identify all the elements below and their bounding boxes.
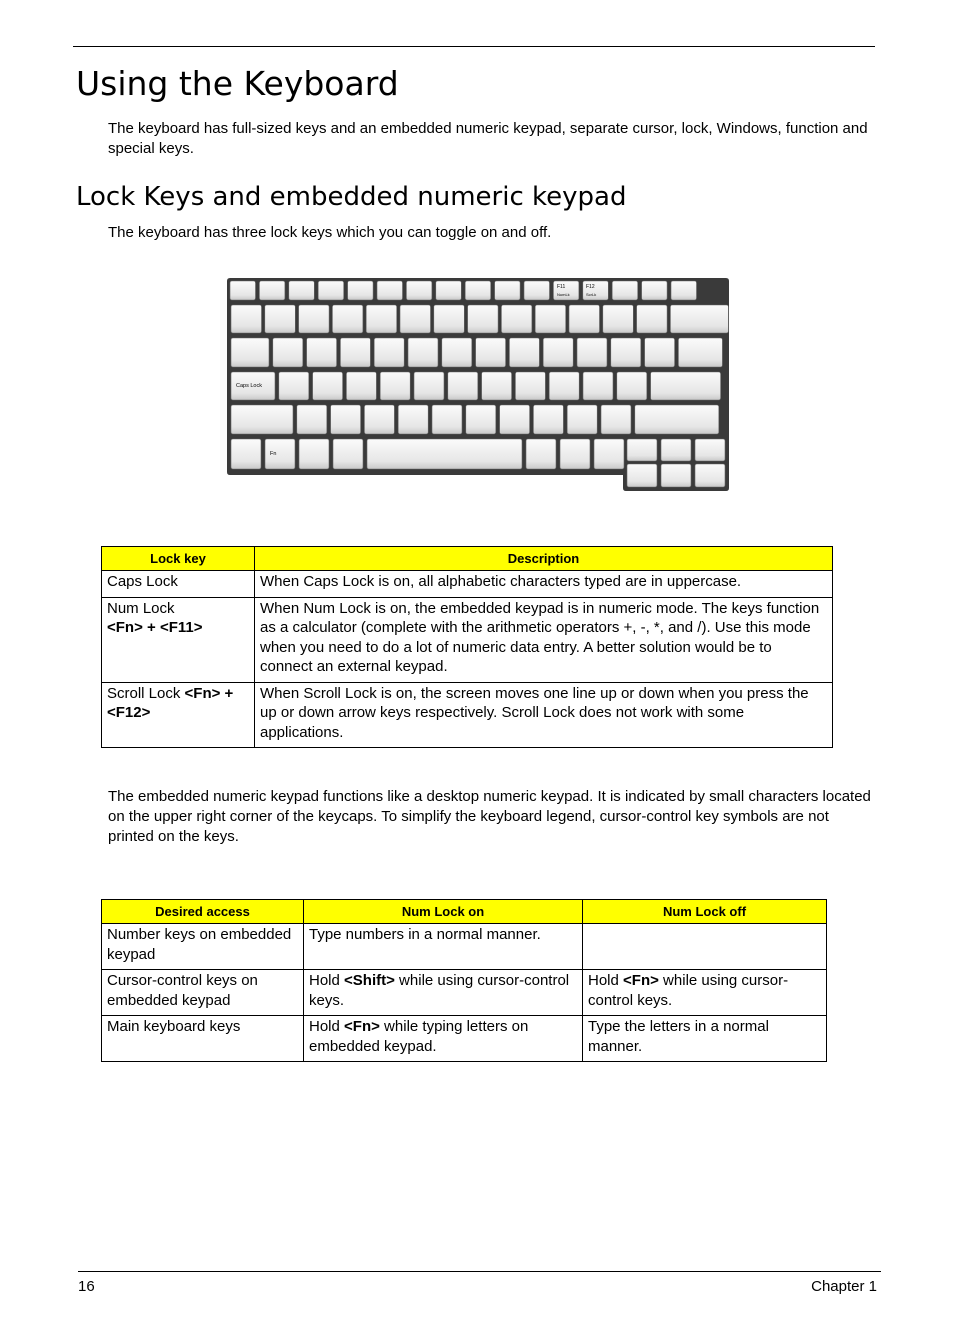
- keyboard-key: [231, 405, 293, 434]
- keyboard-key: [442, 338, 472, 367]
- keyboard-key: [500, 405, 530, 434]
- scrolllock-key-label: ScrLk: [586, 292, 597, 297]
- keyboard-key: [348, 281, 374, 300]
- numlock-off-cell: Hold <Fn> while using cursor-control keys.: [583, 970, 827, 1016]
- keyboard-key: [465, 281, 491, 300]
- keyboard-key: [400, 305, 431, 333]
- description-cell: When Num Lock is on, the embedded keypad is in numeric mode. The keys function as a calculator (complete with the arithmetic operators +, -, *, and /). Use this mode when you need to do a lot of numeric data entry. A better solution would be to connect an external keypad.: [255, 597, 833, 682]
- keyboard-key: [231, 338, 269, 367]
- keyboard-key: [380, 372, 410, 400]
- keyboard-key: [364, 405, 394, 434]
- keypad-paragraph: The embedded numeric keypad functions like a desktop numeric keypad. It is indicated by small characters located on the upper right corner of the keycaps. To simplify the keyboard legend, cursor-control key symbols are not printed on the keys.: [108, 788, 871, 845]
- keyboard-key: [612, 281, 638, 300]
- column-header: Num Lock on: [304, 900, 583, 924]
- keyboard-key: [318, 281, 344, 300]
- keyboard-key: [635, 405, 719, 434]
- keyboard-key: [408, 338, 438, 367]
- keyboard-key: [332, 305, 363, 333]
- keyboard-key: [414, 372, 444, 400]
- table-header-row: [102, 547, 833, 571]
- keyboard-key: [468, 305, 499, 333]
- keyboard-key: [549, 372, 579, 400]
- column-header: Desired access: [102, 900, 304, 924]
- keyboard-key: [603, 305, 634, 333]
- description-cell: When Scroll Lock is on, the screen moves one line up or down when you press the up or down arrow keys respectively. Scroll Lock does not work with some applications.: [255, 682, 833, 748]
- keyboard-key: [398, 405, 428, 434]
- keyboard-key: [297, 405, 327, 434]
- header-rule: [73, 46, 875, 47]
- keyboard-key: [501, 305, 532, 333]
- chapter-label: Chapter 1: [811, 1278, 877, 1295]
- keyboard-key: [515, 372, 545, 400]
- access-cell: Cursor-control keys on embedded keypad: [102, 970, 304, 1016]
- lock-key-cell: Scroll Lock <Fn> + <F12>: [102, 682, 255, 748]
- keyboard-key: [299, 439, 329, 469]
- f12-key-label: F12: [586, 284, 595, 290]
- keyboard-key: [495, 281, 520, 300]
- keyboard-key: [259, 281, 285, 300]
- lock-key-cell: Caps Lock: [102, 571, 255, 598]
- column-header: Num Lock off: [583, 900, 827, 924]
- keyboard-key: [524, 281, 550, 300]
- keyboard-key: [434, 305, 465, 333]
- keyboard-key: [377, 281, 403, 300]
- keyboard-key: [333, 439, 363, 469]
- keyboard-key: [476, 338, 506, 367]
- page-number: 16: [78, 1278, 95, 1295]
- keyboard-key: [651, 372, 721, 400]
- keyboard-key: [594, 439, 624, 469]
- keyboard-diagram: [226, 277, 730, 492]
- keyboard-key: [230, 281, 256, 300]
- keyboard-key: [466, 405, 496, 434]
- keyboard-key: [611, 338, 641, 367]
- table-row: [102, 924, 827, 970]
- page-title: Using the Keyboard: [76, 64, 399, 103]
- numlock-off-cell: [583, 924, 827, 970]
- table-row: [102, 597, 833, 682]
- column-header: Description: [255, 547, 833, 571]
- keyboard-key: [307, 338, 337, 367]
- keypad-access-table: [101, 899, 827, 1062]
- numlock-on-cell: Type numbers in a normal manner.: [304, 924, 583, 970]
- keyboard-key: [569, 305, 600, 333]
- keyboard-key: [533, 405, 563, 434]
- keyboard-key: [695, 464, 725, 487]
- keyboard-key: [627, 439, 657, 461]
- section-intro-paragraph: The keyboard has three lock keys which you can toggle on and off.: [108, 224, 552, 241]
- caps-lock-key-label: Caps Lock: [236, 383, 262, 389]
- keyboard-key: [678, 338, 722, 367]
- numlock-on-cell: Hold <Fn> while typing letters on embedded keypad.: [304, 1016, 583, 1062]
- keyboard-key: [670, 305, 728, 333]
- numlock-off-cell: Type the letters in a normal manner.: [583, 1016, 827, 1062]
- keyboard-key: [661, 439, 691, 461]
- keyboard-key: [432, 405, 462, 434]
- table-row: [102, 571, 833, 598]
- lock-key-cell: Num Lock <Fn> + <F11>: [102, 597, 255, 682]
- keyboard-key: [509, 338, 539, 367]
- keyboard-key: [346, 372, 376, 400]
- keyboard-key: [543, 338, 573, 367]
- keyboard-key: [279, 372, 309, 400]
- keyboard-key: [273, 338, 303, 367]
- keyboard-key: [289, 281, 315, 300]
- column-header: Lock key: [102, 547, 255, 571]
- keyboard-key: [313, 372, 343, 400]
- keyboard-key: [436, 281, 462, 300]
- keyboard-key: [645, 338, 675, 367]
- keyboard-key: [367, 439, 522, 469]
- table-header-row: [102, 900, 827, 924]
- description-cell: When Caps Lock is on, all alphabetic characters typed are in uppercase.: [255, 571, 833, 598]
- keyboard-key: [406, 281, 432, 300]
- keyboard-key: [535, 305, 566, 333]
- intro-paragraph: The keyboard has full-sized keys and an embedded numeric keypad, separate cursor, lock, Windows, function and special keys.: [108, 120, 868, 157]
- keyboard-key: [601, 405, 631, 434]
- f11-key-label: F11: [557, 284, 566, 290]
- keyboard-key: [695, 439, 725, 461]
- table-row: [102, 1016, 827, 1062]
- access-cell: Main keyboard keys: [102, 1016, 304, 1062]
- keyboard-key: [567, 405, 597, 434]
- keyboard-key: [617, 372, 647, 400]
- access-cell: Number keys on embedded keypad: [102, 924, 304, 970]
- table-row: [102, 682, 833, 748]
- keyboard-key: [671, 281, 697, 300]
- keyboard-key: [366, 305, 397, 333]
- keyboard-key: [448, 372, 478, 400]
- footer-rule: [78, 1271, 881, 1272]
- table-row: [102, 970, 827, 1016]
- keyboard-key: [231, 305, 262, 333]
- keyboard-key: [637, 305, 668, 333]
- lock-keys-table: [101, 546, 833, 748]
- keyboard-key: [340, 338, 370, 367]
- keyboard-key: [627, 464, 657, 487]
- section-title: Lock Keys and embedded numeric keypad: [76, 182, 627, 212]
- keyboard-key: [374, 338, 404, 367]
- keyboard-key: [583, 372, 613, 400]
- keyboard-key: [231, 439, 261, 469]
- keyboard-key: [482, 372, 512, 400]
- keyboard-key: [526, 439, 556, 469]
- numlock-key-label: NumLk: [557, 292, 570, 297]
- keyboard-key: [265, 305, 296, 333]
- keyboard-key: [661, 464, 691, 487]
- keyboard-key: [642, 281, 668, 300]
- fn-key-label: Fn: [270, 451, 277, 457]
- numlock-on-cell: Hold <Shift> while using cursor-control keys.: [304, 970, 583, 1016]
- keyboard-key: [299, 305, 330, 333]
- keyboard-key: [577, 338, 607, 367]
- keyboard-key: [331, 405, 361, 434]
- keyboard-key: [560, 439, 590, 469]
